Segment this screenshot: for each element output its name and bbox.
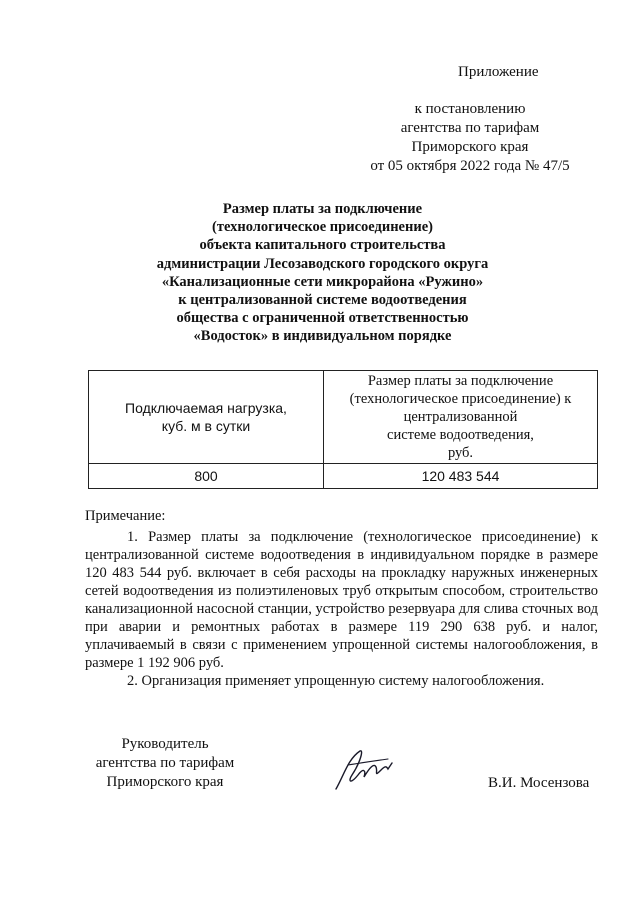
header-price-line: централизованной [403, 409, 518, 425]
handwritten-signature [330, 745, 410, 793]
header-load-line: куб. м в сутки [161, 418, 251, 434]
title-line: «Канализационные сети микрорайона «Ружино» [161, 273, 484, 290]
header-price-line: Размер платы за подключение [367, 373, 554, 389]
appendix-title: Приложение [458, 64, 539, 80]
header-price-line: руб. [447, 445, 474, 461]
title-line: администрации Лесозаводского городского округа [156, 255, 489, 272]
header-load [89, 371, 324, 464]
signer-position-line: Руководитель [121, 736, 209, 752]
appendix-header [0, 64, 640, 84]
signer-position [80, 735, 250, 792]
header-price [324, 371, 598, 464]
note-item-2: 2. Организация применяет упрощенную систему налогообложения. [127, 673, 545, 689]
title-line: к централизованной системе водоотведения [178, 292, 467, 309]
header-price-line: (технологическое присоединение) к [349, 391, 572, 407]
appendix-line: агентства по тарифам [400, 120, 540, 136]
cell-load: 800 [89, 464, 324, 489]
table-header-row [89, 371, 598, 464]
title-line: (технологическое присоединение) [212, 219, 433, 236]
table-row [89, 464, 598, 489]
title-line: общества с ограниченной ответственностью [176, 310, 469, 327]
cell-price: 120 483 544 [324, 464, 598, 489]
appendix-line: от 05 октября 2022 года № 47/5 [370, 158, 570, 174]
notes-label: Примечание: [85, 508, 166, 524]
title-line: объекта капитального строительства [199, 237, 446, 254]
document-title [120, 200, 525, 346]
appendix-reference [340, 100, 600, 176]
header-price-line: системе водоотведения, [387, 427, 534, 443]
header-load-line: Подключаемая нагрузка, [125, 400, 287, 416]
signee-name: В.И. Мосензова [488, 775, 590, 791]
signer-position-line: Приморского края [106, 774, 224, 790]
appendix-line: к постановлению [414, 101, 526, 117]
signer-position-line: агентства по тарифам [95, 755, 235, 771]
appendix-line: Приморского края [411, 139, 529, 155]
note-item-1: 1. Размер платы за подключение (технологическое присоединение) к централизованной системе водоотведения в индивидуальном порядке в размере 120 483 544 руб. включает в себя расходы на прокладку наружных инженерных сетей водоотведения из полиэтиленовых труб открытым способом, строительство канализационной насосной станции, устройство резервуара для слива сточных вод при аварии и ремонтных работах в размере 119 290 638 руб. и налог, уплачиваемый в связи с применением упрощенной системы налогообложения, в размере 1 192 906 руб. [85, 529, 598, 671]
notes-section [85, 507, 598, 690]
title-line: Размер платы за подключение [222, 201, 423, 217]
title-line: «Водосток» в индивидуальном порядке [193, 328, 452, 345]
tariff-table [88, 370, 598, 489]
